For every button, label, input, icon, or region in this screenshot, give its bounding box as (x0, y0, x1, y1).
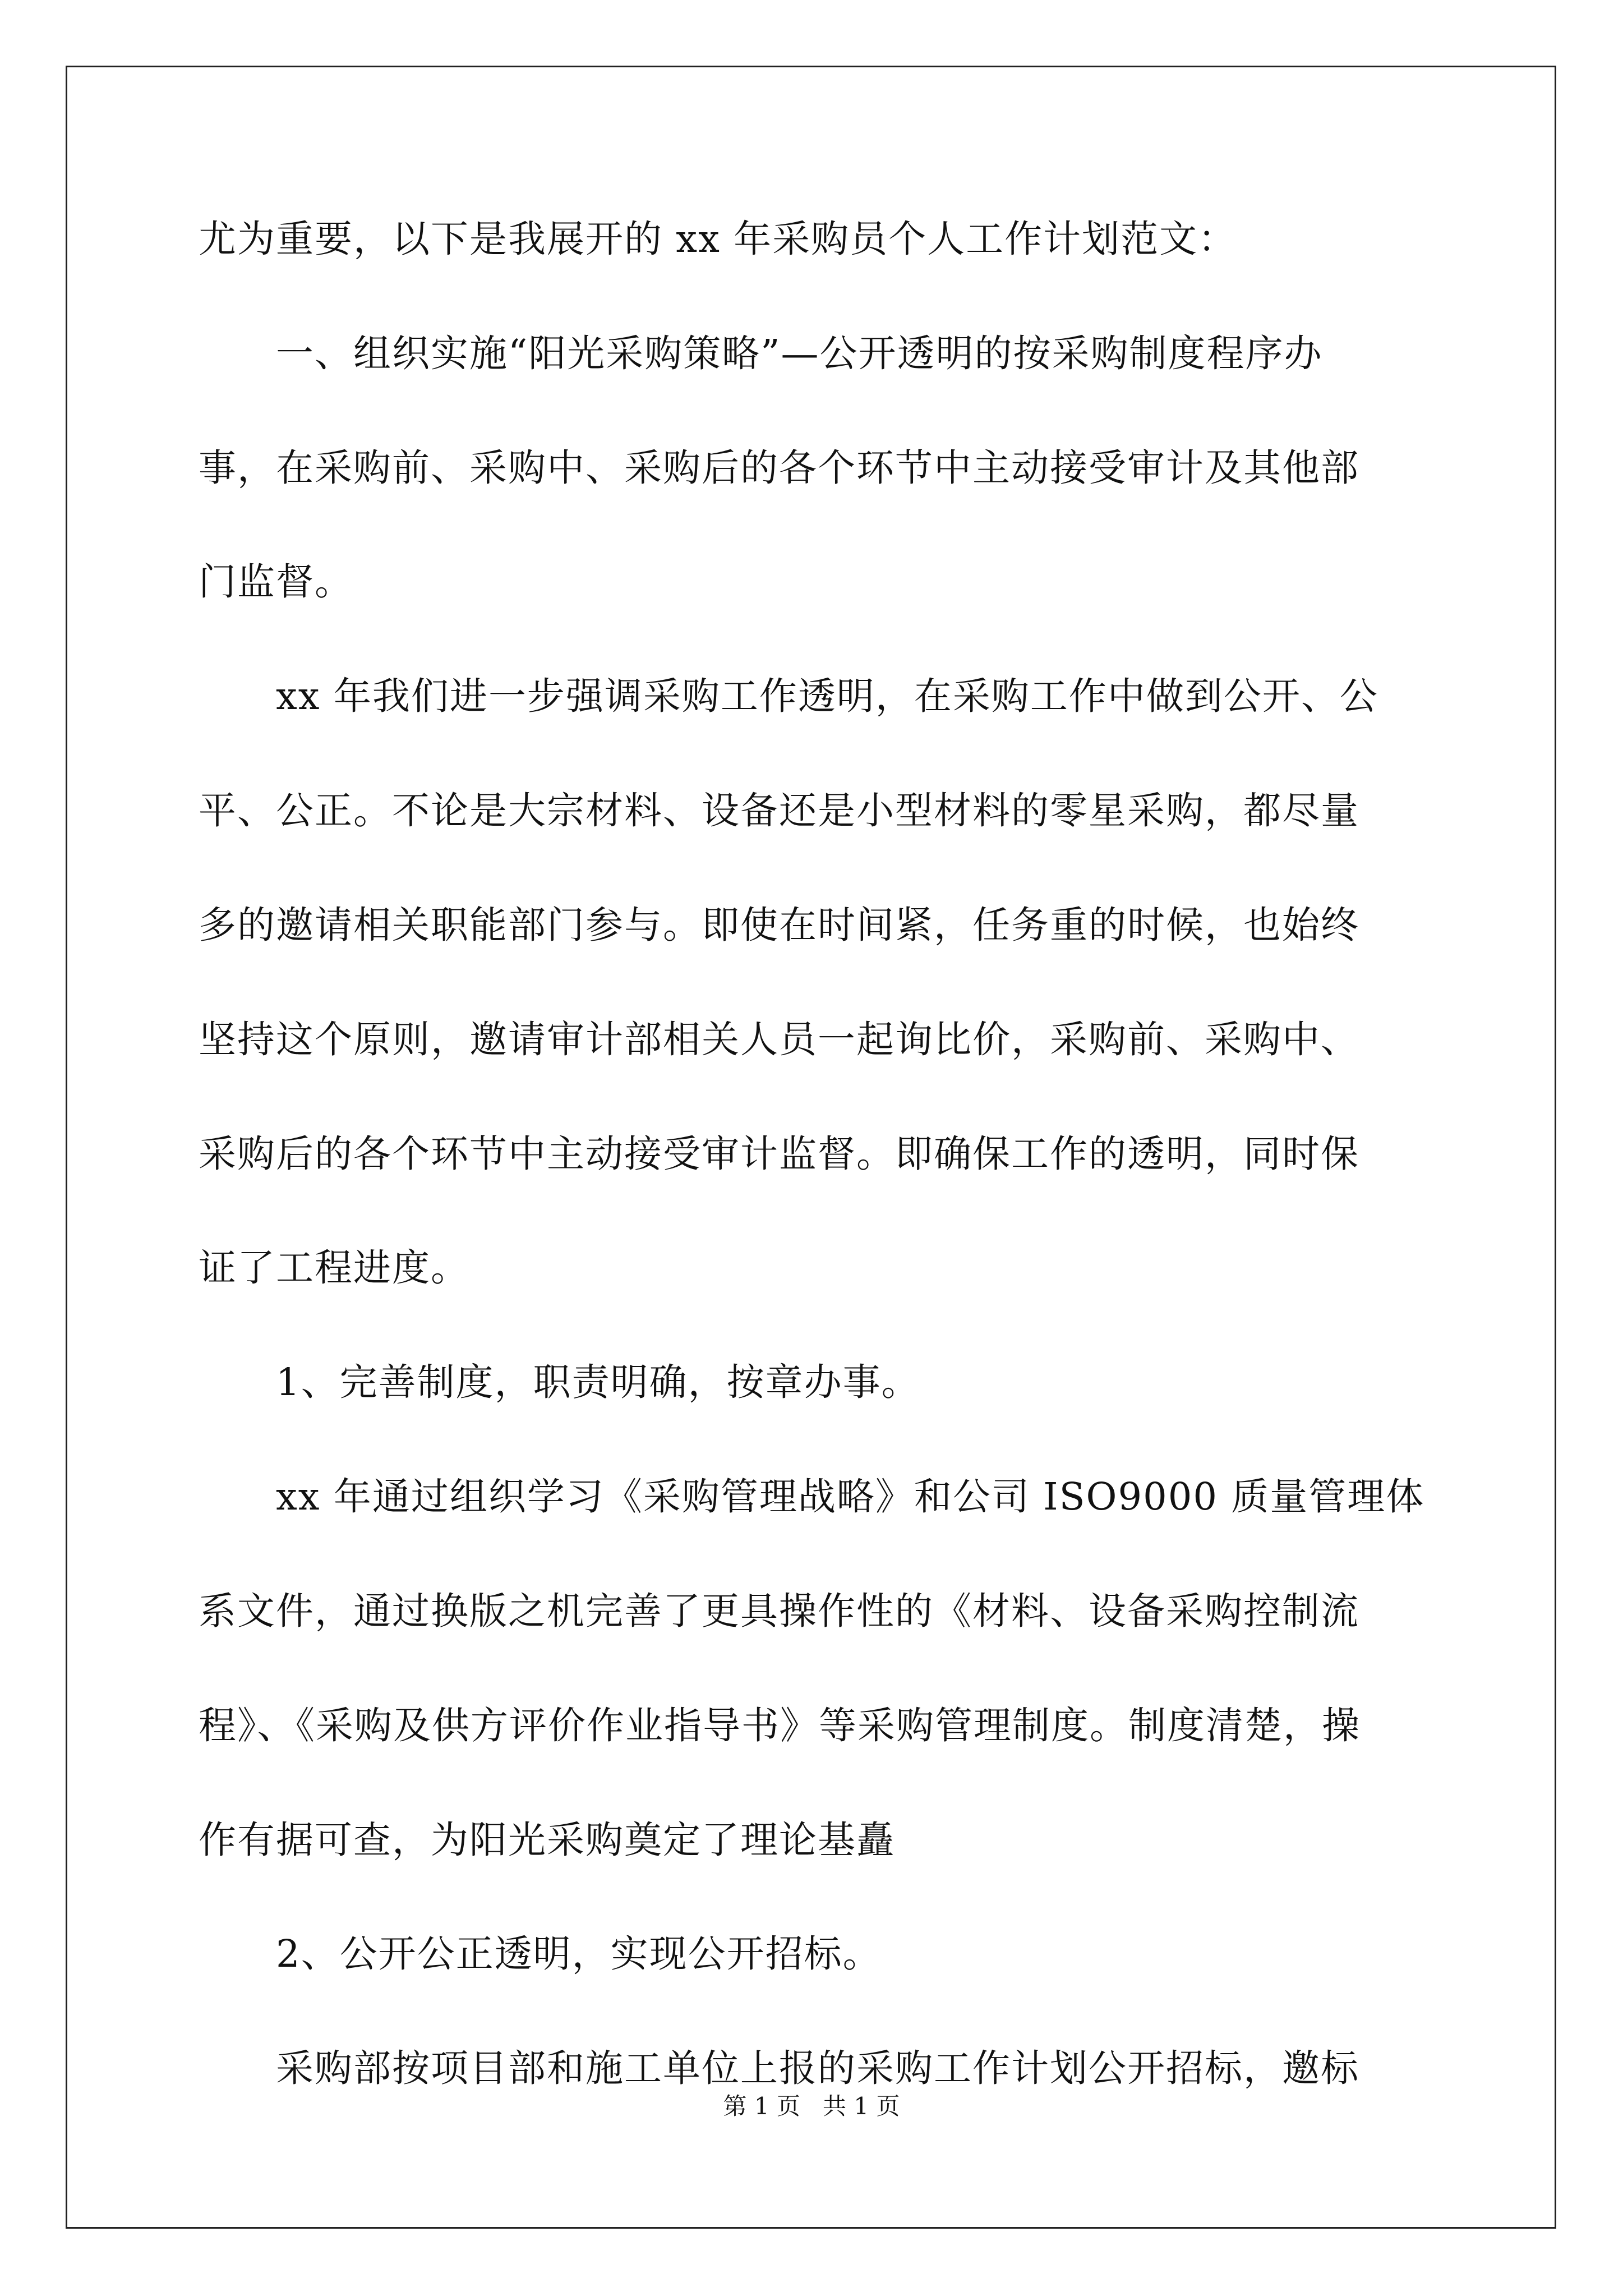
text-line: 采购部按项目部和施工单位上报的采购工作计划公开招标，邀标 (199, 2046, 1359, 2091)
page-footer: 第 1 页 共 1 页 (723, 2092, 900, 2120)
text-line: 门监督。 (199, 560, 353, 604)
text-line: 尤为重要，以下是我展开的 xx 年采购员个人工作计划范文： (199, 217, 1237, 261)
text-line: 事，在采购前、采购中、采购后的各个环节中主动接受审计及其他部 (199, 445, 1359, 490)
text-line: xx 年通过组织学习《采购管理战略》和公司 ISO9000 质量管理体 (199, 1475, 1425, 1519)
text-line: 坚持这个原则，邀请审计部相关人员一起询比价，采购前、采购中、 (199, 1017, 1359, 1061)
text-line: 采购后的各个环节中主动接受审计监督。即确保工作的透明，同时保 (199, 1131, 1359, 1176)
text-line: 系文件，通过换版之机完善了更具操作性的《材料、设备采购控制流 (199, 1589, 1359, 1633)
text-line: 程》、《采购及供方评价作业指导书》等采购管理制度。制度清楚，操 (199, 1703, 1361, 1747)
text-line: 平、公正。不论是大宗材料、设备还是小型材料的零星采购，都尽量 (199, 789, 1359, 833)
text-line: 多的邀请相关职能部门参与。即使在时间紧，任务重的时候，也始终 (199, 903, 1359, 947)
text-line: 一、组织实施“阳光采购策略”—公开透明的按采购制度程序办 (199, 331, 1323, 375)
text-line: 证了工程进度。 (199, 1246, 469, 1290)
text-line: 2、公开公正透明，实现公开招标。 (199, 1932, 882, 1976)
text-line: 1、完善制度，职责明确，按章办事。 (199, 1360, 920, 1405)
text-line: 作有据可查，为阳光采购奠定了理论基矗 (199, 1818, 895, 1862)
text-line: xx 年我们进一步强调采购工作透明，在采购工作中做到公开、公 (199, 674, 1378, 719)
